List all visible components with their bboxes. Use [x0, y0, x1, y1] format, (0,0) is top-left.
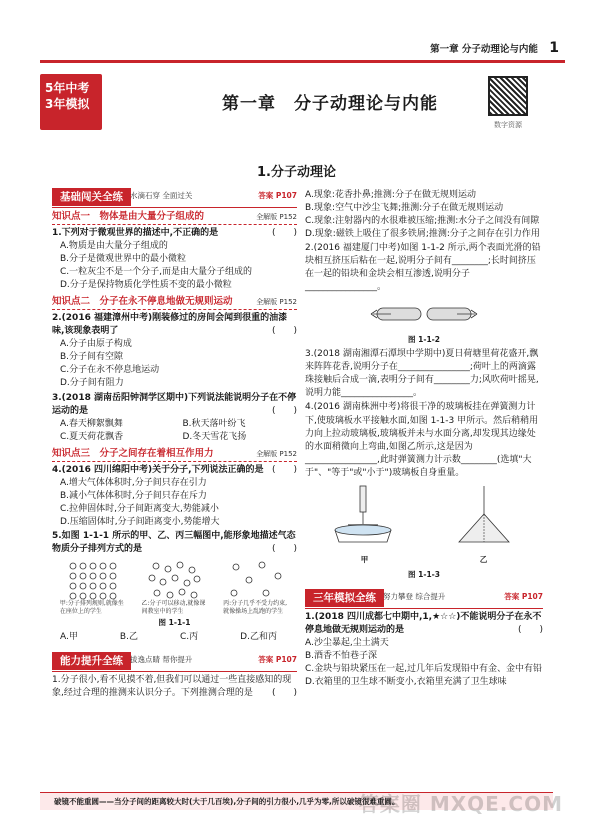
- qr-code-icon[interactable]: [488, 76, 528, 116]
- molecule-figure: [52, 560, 297, 600]
- caption-bing: 丙:分子几乎不受力约束,就像操场上乱跑的学生: [223, 600, 288, 615]
- question-stem: 2.(2016 福建漳州中考)刚装修过的房间会闻到很重的油漆味,该现象表明了: [52, 313, 288, 337]
- banner-rule: [52, 207, 297, 208]
- kp1-ref[interactable]: 全解版 P152: [256, 213, 297, 221]
- three-year-answer-ref[interactable]: 答案 P107: [504, 591, 543, 601]
- lead-blocks-diagram: [369, 298, 479, 328]
- answer-blank[interactable]: ( ): [271, 543, 297, 554]
- option-d: D.压缩固体时,分子间距离变小,势能增大: [60, 516, 220, 527]
- caption-yi: 乙:分子可以移动,就像课间教室中的学生: [141, 600, 206, 615]
- lead-blocks-figure: [305, 298, 543, 333]
- right-column: [305, 188, 543, 690]
- basic-banner: [52, 188, 297, 206]
- running-header: [430, 38, 559, 58]
- spring-scale-diagram: [330, 484, 400, 548]
- answer-blank[interactable]: ( ): [271, 464, 297, 475]
- knowledge-point-1: [52, 210, 297, 225]
- question-4: [52, 464, 297, 529]
- option-c: C.夏天荷花飘香: [60, 431, 124, 442]
- logo-line2: 3年模拟: [45, 97, 90, 111]
- banner-rule: [52, 671, 297, 672]
- watermark: 答案圈 MXQE.COM: [358, 792, 563, 816]
- header-topic: 分子动理论与内能: [461, 44, 538, 55]
- answer-blank[interactable]: ( ): [271, 228, 297, 238]
- question-4b: 4.(2016 湖南株洲中考)将很干净的玻璃板挂在弹簧测力计下,使玻璃板水平接触水面,如图 1-1-3 甲所示。然后稍稍用力向上拉动玻璃板,玻璃板并未与水面分离,却发现其边缘处的水面稍微向上弯曲,如图乙所示,这是因为________________,此时弹簧测力计示数________(选填"大于"、"等于"或"小于")玻璃板自身重量。: [305, 402, 539, 478]
- figure-label: 图 1-1-1: [158, 617, 191, 627]
- question-stem: 5.如图 1-1-1 所示的甲、乙、丙三幅图中,能形象地描述气态物质分子排列方式的是: [52, 530, 296, 554]
- three-year-tag: 三年模拟全练: [305, 589, 384, 607]
- answer-blank[interactable]: ( ): [271, 687, 297, 698]
- question-5: [52, 530, 297, 644]
- option-d: D.现象:磁铁上吸住了很多铁屑;推测:分子之间存在引力作用: [305, 229, 540, 240]
- section-title: 1.分子动理论: [257, 165, 336, 180]
- option-c: C.金块与铅块紧压在一起,过几年后发现铅中有金、金中有铅: [305, 663, 543, 674]
- question-stem: 1.下列对于微观世界的描述中,不正确的是: [52, 228, 219, 238]
- option-c: C.拉伸固体时,分子间距离变大,势能减小: [60, 503, 219, 514]
- question-3b: 3.(2018 湖南湘潭石潭坝中学期中)夏日荷塘里荷花盛开,飘来阵阵花香,说明分子在________________;荷叶上的两滴露珠接触后合成一滴,表明分子间有________力;风吹荷叶摇晃,说明力能________________。: [305, 349, 539, 399]
- option-c: C.分子在永不停息地运动: [60, 365, 160, 376]
- kp2-title: 知识点二 分子在永不停息地做无规则运动: [52, 296, 233, 308]
- header-chapter: 第一章: [430, 44, 459, 55]
- kp-rule: [52, 309, 297, 310]
- option-c: C.一粒灰尘不是一个分子,而是由大量分子组成的: [60, 267, 253, 278]
- caption-jia: 甲:分子排列规则,就像坐在座位上的学生: [59, 600, 124, 615]
- knowledge-point-2: [52, 295, 297, 310]
- question-stem: 3.(2018 湖南岳阳钟洞学区期中)下列说法能说明分子在不停运动的是: [52, 392, 297, 416]
- option-a: A.物质是由大量分子组成的: [60, 241, 168, 252]
- figure-label: 图 1-1-3: [408, 569, 440, 579]
- ability-tag: 能力提升全练: [52, 652, 131, 670]
- option-c: C.丙: [179, 631, 199, 642]
- brand-logo: [40, 74, 102, 130]
- gas-molecule-diagram: [228, 560, 284, 600]
- ability-answer-ref[interactable]: 答案 P107: [258, 654, 297, 664]
- label-yi: 乙: [479, 554, 488, 564]
- basic-tag: 基础闯关全练: [52, 188, 131, 206]
- left-column: [52, 188, 297, 701]
- question-3: [52, 392, 297, 444]
- question-stem: 1.分子很小,看不见摸不着,但我们可以通过一些直接感知的现象,经过合理的推测来认识分子。下列推测合理的是: [52, 674, 292, 698]
- option-c: C.现象:注射器内的水很难被压缩;推测:水分子之间没有间隙: [305, 216, 540, 227]
- option-b: B.乙: [119, 631, 138, 642]
- kp2-ref[interactable]: 全解版 P152: [256, 298, 297, 307]
- basic-slogan: 水滴石穿 全面过关: [130, 191, 193, 200]
- option-a: A.分子由原子构成: [60, 339, 132, 350]
- answer-blank[interactable]: ( ): [271, 405, 297, 416]
- figure-captions: [52, 600, 297, 616]
- knowledge-point-3: [52, 447, 297, 462]
- option-b: B.分子是微观世界中的最小微粒: [60, 254, 187, 265]
- header-rule: [40, 60, 565, 63]
- question-stem: 1.(2018 四川成都七中期中,1,★☆☆)不能说明分子在永不停息地做无规则运动的是: [305, 611, 542, 635]
- label-jia: 甲: [360, 554, 369, 564]
- option-a: A.甲: [60, 631, 78, 642]
- option-b: B.分子间有空隙: [60, 352, 124, 363]
- option-a: A.沙尘暴起,尘土满天: [305, 637, 389, 648]
- option-b: B.减小气体体积时,分子间只存在斥力: [60, 490, 207, 501]
- option-d: D.分子间有阻力: [60, 378, 124, 389]
- question-1b: [52, 674, 297, 700]
- banner-rule: [305, 608, 543, 609]
- question-2: [52, 312, 297, 390]
- option-b: B.现象:空气中沙尘飞舞;推测:分子在做无规则运动: [305, 203, 504, 214]
- question-1c: [305, 611, 543, 689]
- figure-jia: [330, 484, 400, 568]
- answer-blank[interactable]: ( ): [517, 624, 543, 635]
- page-number: 1: [549, 40, 559, 56]
- three-year-banner: [305, 589, 543, 607]
- qr-caption: 数字资源: [494, 121, 522, 129]
- option-b: B.酒香不怕巷子深: [305, 650, 378, 661]
- kp-rule: [52, 461, 297, 462]
- option-a: A.春天柳絮飘舞: [60, 418, 123, 429]
- kp1-title: 知识点一 物体是由大量分子组成的: [52, 211, 205, 222]
- kp3-ref[interactable]: 全解版 P152: [256, 449, 297, 458]
- option-d: D.冬天雪花飞扬: [182, 431, 247, 442]
- option-b: B.秋天落叶纷飞: [182, 418, 246, 429]
- option-a: A.增大气体体积时,分子间只存在引力: [60, 477, 207, 488]
- kp3-title: 知识点三 分子之间存在着相互作用力: [52, 447, 214, 459]
- question-1b-options: [305, 189, 543, 241]
- spring-scale-figure: [305, 484, 543, 568]
- question-stem: 4.(2016 四川绵阳中考)关于分子,下列说法正确的是: [52, 464, 264, 475]
- footer-tip: 破镜不能重圆——当分子间的距离较大时(大于几百埃),分子间的引力很小,几乎为零,所以破镜很难重圆。: [40, 792, 553, 810]
- basic-answer-ref[interactable]: 答案 P107: [258, 191, 297, 200]
- option-a: A.现象:花香扑鼻;推测:分子在做无规则运动: [305, 190, 476, 200]
- question-2b: 2.(2016 福建厦门中考)如图 1-1-2 所示,两个表面光滑的铅块相互挤压后粘在一起,说明分子间有________;长时间挤压在一起的铅块和金块会相互渗透,说明分子________________。: [305, 243, 541, 293]
- ability-banner: [52, 652, 297, 670]
- solid-molecule-diagram: [65, 560, 121, 600]
- option-d: D.乙和丙: [240, 631, 277, 642]
- option-d: D.分子是保持物质化学性质不变的最小微粒: [60, 280, 232, 291]
- option-d: D.衣箱里的卫生球不断变小,衣箱里充满了卫生球味: [305, 676, 507, 687]
- question-1: [52, 227, 297, 292]
- glass-plate-diagram: [449, 484, 519, 548]
- kp-rule: [52, 224, 297, 225]
- chapter-title: 第一章 分子动理论与内能: [222, 94, 438, 114]
- three-year-slogan: 努力攀登 综合提升: [383, 591, 446, 601]
- figure-label: 图 1-1-2: [408, 335, 440, 345]
- logo-line1: 5年中考: [45, 81, 90, 95]
- liquid-molecule-diagram: [146, 560, 202, 600]
- ability-slogan: 拔逸点睛 帮你提升: [130, 654, 193, 664]
- figure-yi: [449, 484, 519, 568]
- answer-blank[interactable]: ( ): [271, 326, 297, 337]
